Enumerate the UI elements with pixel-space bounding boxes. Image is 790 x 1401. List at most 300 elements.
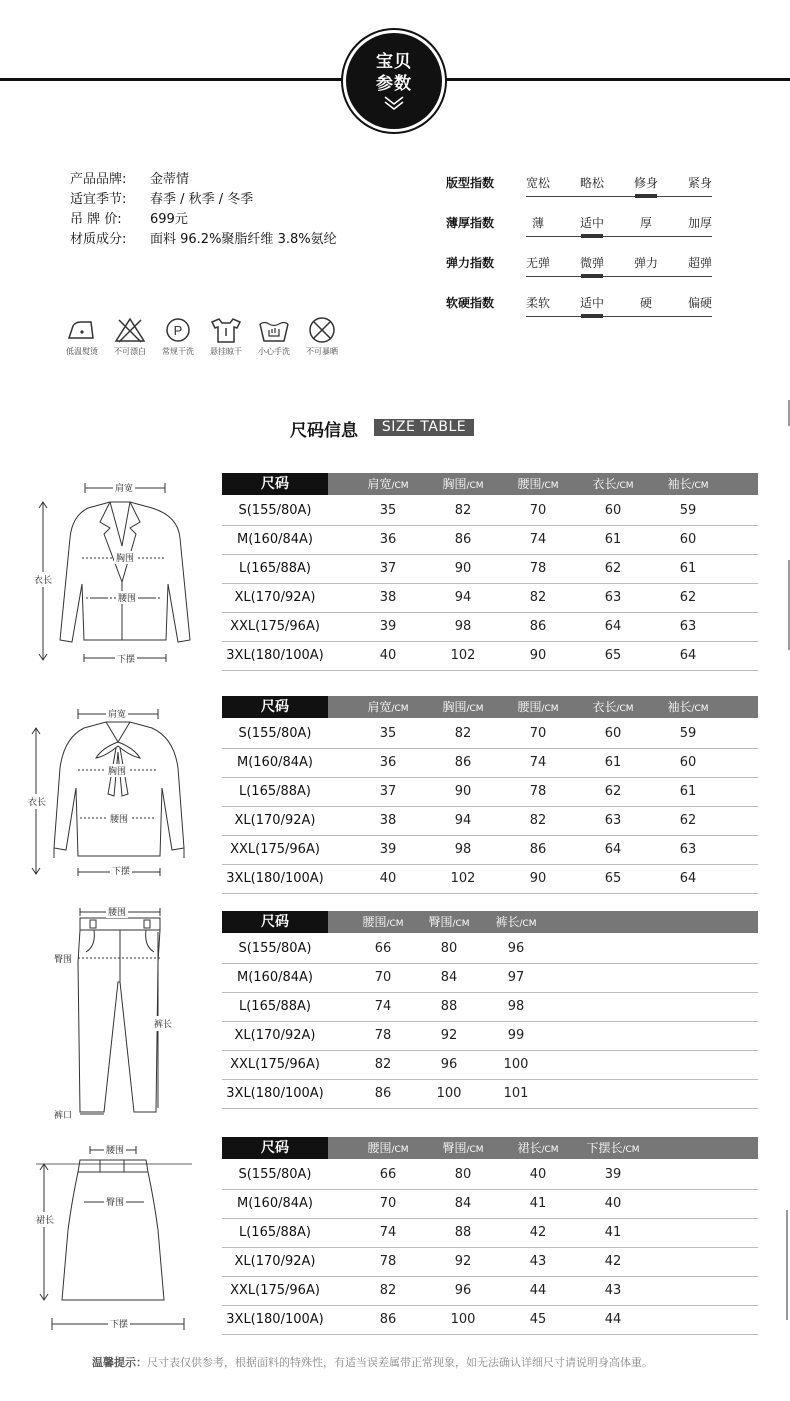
value-cell: 45 — [529, 1312, 547, 1327]
care-item — [202, 316, 250, 357]
header-size: 尺码 — [222, 1137, 328, 1159]
size-subtitle: SIZE TABLE — [374, 419, 474, 436]
header-unit: /CM — [691, 704, 709, 714]
value-cell: 97 — [507, 970, 525, 985]
index-option: 加厚 — [687, 216, 712, 230]
blouse-size-table — [222, 696, 758, 894]
label-hip: 臀围 — [104, 1195, 126, 1208]
header-cell — [498, 473, 578, 495]
iron-low-icon — [65, 316, 99, 344]
index-option: 硬 — [639, 296, 652, 310]
index-label: 弹力指数 — [446, 256, 495, 270]
table-row — [222, 807, 758, 836]
size-cell: M(160/84A) — [237, 970, 313, 985]
value-cell: 74 — [529, 532, 547, 547]
index-row — [446, 242, 712, 282]
size-cell: XXL(175/96A) — [230, 1283, 320, 1298]
jacket-illustration — [30, 472, 210, 672]
value-cell: 78 — [379, 1254, 397, 1269]
header-unit: /CM — [691, 481, 709, 491]
value-cell: 70 — [529, 726, 547, 741]
params-badge — [346, 33, 442, 129]
header-label: 裙长 — [517, 1141, 542, 1155]
product-info-value: 金蒂情 — [150, 172, 190, 187]
header-cell — [573, 1137, 653, 1159]
table-header — [222, 1137, 758, 1159]
label-cuff: 裤口 — [54, 1108, 72, 1121]
table-row — [222, 749, 758, 778]
header-label: 臀围 — [442, 1141, 467, 1155]
value-cell: 90 — [454, 561, 472, 576]
header-cell — [573, 696, 653, 718]
value-cell: 70 — [529, 503, 547, 518]
value-cell: 65 — [604, 871, 622, 886]
product-info-label: 适宜季节: — [70, 192, 127, 207]
index-option: 薄 — [531, 216, 544, 230]
care-item — [154, 316, 202, 357]
index-label: 版型指数 — [446, 176, 495, 190]
value-cell: 35 — [379, 503, 397, 518]
header-unit: /CM — [466, 481, 484, 491]
care-label: 低温熨烫 — [66, 347, 98, 356]
header-line-right — [438, 78, 790, 81]
value-cell: 36 — [379, 755, 397, 770]
value-cell: 70 — [374, 970, 392, 985]
index-option: 修身 — [633, 176, 658, 190]
product-info-label: 产品品牌: — [70, 172, 127, 187]
product-info-row — [70, 230, 337, 250]
table-row — [222, 1219, 758, 1248]
badge-line1: 宝贝 — [376, 52, 412, 72]
product-info-row — [70, 210, 188, 230]
value-cell: 82 — [379, 1283, 397, 1298]
size-cell: S(155/80A) — [238, 503, 312, 518]
value-cell: 64 — [604, 842, 622, 857]
label-waist: 腰围 — [104, 1143, 126, 1156]
size-cell: 3XL(180/100A) — [226, 1312, 324, 1327]
value-cell: 78 — [529, 561, 547, 576]
care-label: 不可漂白 — [114, 347, 146, 356]
header-unit: /CM — [541, 704, 559, 714]
value-cell: 39 — [379, 619, 397, 634]
value-cell: 90 — [454, 784, 472, 799]
size-cell: M(160/84A) — [237, 1196, 313, 1211]
value-cell: 88 — [440, 999, 458, 1014]
table-row — [222, 497, 758, 526]
header-unit: /CM — [466, 1145, 484, 1155]
care-label: 常规干洗 — [162, 347, 194, 356]
label-length: 裤长 — [154, 1016, 172, 1031]
header-label: 胸围 — [442, 700, 467, 714]
value-cell: 39 — [379, 842, 397, 857]
dry-clean-icon — [161, 316, 195, 344]
size-cell: XL(170/92A) — [234, 590, 316, 605]
header-cell — [573, 473, 653, 495]
value-cell: 64 — [604, 619, 622, 634]
value-cell: 60 — [679, 755, 697, 770]
header-size: 尺码 — [222, 473, 328, 495]
index-selected-mark — [581, 274, 603, 278]
value-cell: 88 — [454, 1225, 472, 1240]
label-chest: 胸围 — [114, 551, 136, 564]
size-cell: 3XL(180/100A) — [226, 648, 324, 663]
size-cell: 3XL(180/100A) — [226, 871, 324, 886]
value-cell: 82 — [454, 503, 472, 518]
value-cell: 82 — [374, 1057, 392, 1072]
table-row — [222, 584, 758, 613]
table-row — [222, 1248, 758, 1277]
value-cell: 37 — [379, 784, 397, 799]
header-label: 腰围 — [517, 700, 542, 714]
size-cell: XL(170/92A) — [234, 1028, 316, 1043]
value-cell: 86 — [454, 755, 472, 770]
index-label: 软硬指数 — [446, 296, 495, 310]
header-label: 袖长 — [667, 477, 692, 491]
care-label: 小心手洗 — [258, 347, 290, 356]
table-row — [222, 720, 758, 749]
value-cell: 90 — [529, 648, 547, 663]
value-cell: 60 — [679, 532, 697, 547]
value-cell: 86 — [454, 532, 472, 547]
value-cell: 44 — [604, 1312, 622, 1327]
product-info-label: 吊 牌 价: — [70, 212, 122, 227]
header-cell — [498, 696, 578, 718]
value-cell: 61 — [679, 784, 697, 799]
size-cell: M(160/84A) — [237, 755, 313, 770]
size-cell: XL(170/92A) — [234, 813, 316, 828]
footer-text: 尺寸表仅供参考，根据面料的特殊性，有适当误差属带正常现象，如无法确认详细尺寸请说明身高体重。 — [147, 1356, 653, 1369]
size-cell: S(155/80A) — [238, 941, 312, 956]
value-cell: 63 — [679, 842, 697, 857]
value-cell: 101 — [503, 1086, 529, 1101]
chevron-down-icon — [383, 95, 405, 111]
header-cell — [348, 1137, 428, 1159]
value-cell: 62 — [679, 813, 697, 828]
header-cell — [348, 696, 428, 718]
size-cell: XL(170/92A) — [234, 1254, 316, 1269]
value-cell: 39 — [604, 1167, 622, 1182]
value-cell: 100 — [450, 1312, 476, 1327]
header-unit: /CM — [391, 1145, 409, 1155]
value-cell: 82 — [454, 726, 472, 741]
header-line-left — [0, 78, 350, 81]
edge-mark — [786, 1210, 788, 1320]
header-unit: /CM — [541, 1145, 559, 1155]
header-cell — [348, 473, 428, 495]
jacket-size-table — [222, 473, 758, 671]
header-unit: /CM — [616, 481, 634, 491]
value-cell: 102 — [450, 648, 476, 663]
skirt-drawing — [32, 1140, 197, 1335]
header-label: 下摆长 — [586, 1141, 623, 1155]
header-cell — [423, 1137, 503, 1159]
header-label: 腰围 — [517, 477, 542, 491]
value-cell: 35 — [379, 726, 397, 741]
value-cell: 62 — [679, 590, 697, 605]
value-cell: 37 — [379, 561, 397, 576]
label-length: 衣长 — [28, 794, 46, 809]
footer-label: 温馨提示： — [92, 1356, 147, 1369]
product-info-label: 材质成分: — [70, 232, 127, 247]
label-length: 衣长 — [34, 572, 52, 587]
value-cell: 38 — [379, 813, 397, 828]
header-label: 衣长 — [592, 477, 617, 491]
table-row — [222, 526, 758, 555]
table-row — [222, 613, 758, 642]
label-length: 裙长 — [36, 1212, 54, 1227]
table-header — [222, 911, 758, 933]
header-cell — [648, 696, 728, 718]
header-cell — [498, 1137, 578, 1159]
size-cell: XXL(175/96A) — [230, 1057, 320, 1072]
header-cell — [423, 696, 503, 718]
value-cell: 60 — [604, 503, 622, 518]
header-unit: /CM — [519, 919, 537, 929]
size-cell: L(165/88A) — [238, 1225, 311, 1240]
product-info-row — [70, 170, 189, 190]
index-option: 无弹 — [525, 256, 550, 270]
value-cell: 84 — [440, 970, 458, 985]
value-cell: 74 — [374, 999, 392, 1014]
value-cell: 86 — [374, 1086, 392, 1101]
size-cell: S(155/80A) — [238, 726, 312, 741]
index-line — [526, 316, 712, 317]
table-row — [222, 555, 758, 584]
value-cell: 80 — [440, 941, 458, 956]
footer-note — [92, 1354, 653, 1370]
trousers-drawing — [50, 902, 180, 1122]
product-info-value: 699元 — [150, 212, 188, 227]
care-label: 悬挂晾干 — [210, 347, 242, 356]
table-row — [222, 836, 758, 865]
header-unit: /CM — [616, 704, 634, 714]
blouse-illustration — [22, 698, 212, 878]
value-cell: 66 — [374, 941, 392, 956]
index-row — [446, 282, 712, 322]
header-unit: /CM — [622, 1145, 640, 1155]
value-cell: 74 — [379, 1225, 397, 1240]
value-cell: 42 — [604, 1254, 622, 1269]
value-cell: 65 — [604, 648, 622, 663]
index-option: 偏硬 — [687, 296, 712, 310]
value-cell: 96 — [507, 941, 525, 956]
value-cell: 62 — [604, 784, 622, 799]
header-cell — [476, 911, 556, 933]
label-waist: 腰围 — [106, 905, 128, 918]
table-row — [222, 1306, 758, 1335]
table-row — [222, 1022, 758, 1051]
value-cell: 100 — [436, 1086, 462, 1101]
index-selected-mark — [635, 194, 657, 198]
index-option: 厚 — [639, 216, 652, 230]
value-cell: 42 — [529, 1225, 547, 1240]
no-tumble-dry-icon — [305, 316, 339, 344]
value-cell: 43 — [604, 1283, 622, 1298]
value-cell: 38 — [379, 590, 397, 605]
blouse-drawing — [22, 698, 212, 878]
table-header — [222, 696, 758, 718]
value-cell: 94 — [454, 813, 472, 828]
value-cell: 82 — [529, 590, 547, 605]
product-info-row — [70, 190, 253, 210]
index-option: 柔软 — [525, 296, 550, 310]
table-row — [222, 1051, 758, 1080]
value-cell: 98 — [454, 842, 472, 857]
value-cell: 78 — [374, 1028, 392, 1043]
trousers-illustration — [50, 902, 180, 1122]
header-label: 裤长 — [495, 915, 520, 929]
value-cell: 40 — [604, 1196, 622, 1211]
value-cell: 61 — [604, 532, 622, 547]
size-cell: XXL(175/96A) — [230, 619, 320, 634]
index-option: 宽松 — [525, 176, 550, 190]
index-line — [526, 236, 712, 237]
product-info-value: 春季 / 秋季 / 冬季 — [150, 192, 254, 207]
value-cell: 99 — [507, 1028, 525, 1043]
value-cell: 94 — [454, 590, 472, 605]
label-hem: 下摆 — [108, 1317, 130, 1330]
table-header — [222, 473, 758, 495]
value-cell: 59 — [679, 726, 697, 741]
table-row — [222, 778, 758, 807]
header-label: 胸围 — [442, 477, 467, 491]
header-unit: /CM — [391, 704, 409, 714]
index-option: 略松 — [579, 176, 604, 190]
size-cell: L(165/88A) — [238, 784, 311, 799]
index-row — [446, 162, 712, 202]
header-label: 臀围 — [428, 915, 453, 929]
table-row — [222, 1190, 758, 1219]
value-cell: 44 — [529, 1283, 547, 1298]
label-hip: 臀围 — [54, 952, 72, 965]
index-option: 微弹 — [579, 256, 604, 270]
table-row — [222, 865, 758, 894]
header-label: 肩宽 — [367, 477, 392, 491]
label-waist: 腰围 — [108, 812, 130, 825]
value-cell: 61 — [604, 755, 622, 770]
value-cell: 86 — [529, 842, 547, 857]
value-cell: 100 — [503, 1057, 529, 1072]
value-cell: 74 — [529, 755, 547, 770]
index-option: 超弹 — [687, 256, 712, 270]
care-item — [250, 316, 298, 357]
header-unit: /CM — [386, 919, 404, 929]
header-label: 衣长 — [592, 700, 617, 714]
value-cell: 90 — [529, 871, 547, 886]
header-size: 尺码 — [222, 911, 328, 933]
header-unit: /CM — [466, 704, 484, 714]
size-title: 尺码信息 — [290, 421, 358, 441]
value-cell: 96 — [454, 1283, 472, 1298]
table-row — [222, 993, 758, 1022]
value-cell: 36 — [379, 532, 397, 547]
table-row — [222, 642, 758, 671]
size-cell: M(160/84A) — [237, 532, 313, 547]
table-row — [222, 964, 758, 993]
value-cell: 82 — [529, 813, 547, 828]
header-cell — [648, 473, 728, 495]
value-cell: 41 — [604, 1225, 622, 1240]
header-size: 尺码 — [222, 696, 328, 718]
index-row — [446, 202, 712, 242]
header-unit: /CM — [452, 919, 470, 929]
value-cell: 84 — [454, 1196, 472, 1211]
value-cell: 64 — [679, 871, 697, 886]
label-waist: 腰围 — [116, 591, 138, 604]
care-item — [106, 316, 154, 357]
value-cell: 64 — [679, 648, 697, 663]
badge-line2: 参数 — [376, 74, 412, 94]
care-label: 不可暴晒 — [306, 347, 338, 356]
value-cell: 40 — [529, 1167, 547, 1182]
index-selected-mark — [581, 234, 603, 238]
label-hem: 下摆 — [115, 652, 137, 665]
value-cell: 43 — [529, 1254, 547, 1269]
index-selected-mark — [581, 314, 603, 318]
value-cell: 98 — [454, 619, 472, 634]
value-cell: 40 — [379, 648, 397, 663]
size-cell: S(155/80A) — [238, 1167, 312, 1182]
value-cell: 86 — [379, 1312, 397, 1327]
hang-dry-icon — [209, 316, 243, 344]
value-cell: 98 — [507, 999, 525, 1014]
value-cell: 60 — [604, 726, 622, 741]
care-item — [298, 316, 346, 357]
value-cell: 40 — [379, 871, 397, 886]
table-row — [222, 935, 758, 964]
skirt-illustration — [32, 1140, 197, 1335]
value-cell: 70 — [379, 1196, 397, 1211]
no-bleach-icon — [113, 316, 147, 344]
value-cell: 63 — [604, 590, 622, 605]
label-hem: 下摆 — [110, 864, 132, 877]
value-cell: 41 — [529, 1196, 547, 1211]
table-row — [222, 1161, 758, 1190]
table-row — [222, 1277, 758, 1306]
index-option: 紧身 — [687, 176, 712, 190]
size-cell: 3XL(180/100A) — [226, 1086, 324, 1101]
value-cell: 63 — [679, 619, 697, 634]
care-item — [58, 316, 106, 357]
value-cell: 92 — [440, 1028, 458, 1043]
value-cell: 61 — [679, 561, 697, 576]
value-cell: 96 — [440, 1057, 458, 1072]
value-cell: 92 — [454, 1254, 472, 1269]
header-unit: /CM — [541, 481, 559, 491]
value-cell: 102 — [450, 871, 476, 886]
header-label: 腰围 — [362, 915, 387, 929]
value-cell: 80 — [454, 1167, 472, 1182]
value-cell: 78 — [529, 784, 547, 799]
header-label: 肩宽 — [367, 700, 392, 714]
hand-wash-icon — [257, 316, 291, 344]
trousers-size-table — [222, 911, 758, 1109]
skirt-size-table — [222, 1137, 758, 1335]
size-cell: XXL(175/96A) — [230, 842, 320, 857]
index-option: 适中 — [579, 216, 604, 230]
index-line — [526, 196, 712, 197]
value-cell: 59 — [679, 503, 697, 518]
header-label: 袖长 — [667, 700, 692, 714]
header-unit: /CM — [391, 481, 409, 491]
index-option: 适中 — [579, 296, 604, 310]
product-info-value: 面料 96.2%聚脂纤维 3.8%氨纶 — [150, 232, 337, 247]
index-label: 薄厚指数 — [446, 216, 495, 230]
header-cell — [423, 473, 503, 495]
size-cell: L(165/88A) — [238, 561, 311, 576]
index-option: 弹力 — [633, 256, 658, 270]
label-chest: 胸围 — [106, 764, 128, 777]
